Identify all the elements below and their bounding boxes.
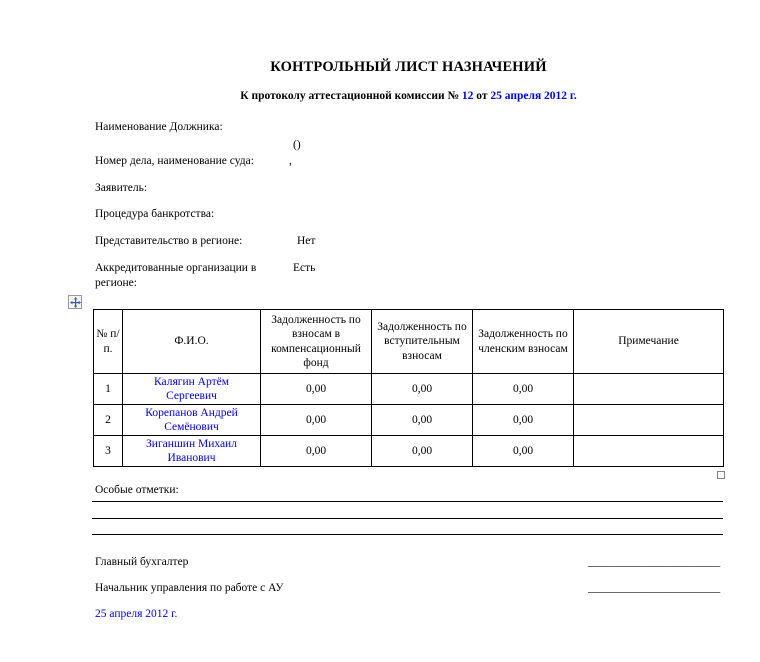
col-header-fio: Ф.И.О. xyxy=(123,310,261,374)
comp-fund-debt-value: 0,00 xyxy=(261,374,372,405)
person-name-link[interactable]: Калягин Артём Сергеевич xyxy=(154,376,229,403)
col-header-note: Примечание xyxy=(574,310,724,374)
subtitle-middle: от xyxy=(473,90,491,102)
field-label-regional-office: Представительство в регионе: xyxy=(95,235,243,247)
appointments-table xyxy=(93,309,724,467)
member-fee-debt-value: 0,00 xyxy=(473,374,574,405)
col-header-member-fee-debt: Задолженность по членским взносам xyxy=(473,310,574,374)
member-fee-debt-value: 0,00 xyxy=(473,436,574,467)
field-label-accredited-orgs: Аккредитованные организации в регионе: xyxy=(95,262,257,289)
ruled-line xyxy=(92,518,723,519)
table-resize-handle[interactable] xyxy=(717,471,725,479)
special-marks-label: Особые отметки: xyxy=(95,484,179,496)
department-head-signature-line: _______________________ xyxy=(588,582,721,594)
field-label-case-number: Номер дела, наименование суда: xyxy=(95,155,254,167)
table-move-handle[interactable] xyxy=(68,295,82,309)
table-row xyxy=(94,436,724,467)
note-cell xyxy=(574,436,724,467)
field-label-applicant: Заявитель: xyxy=(95,182,148,194)
person-name-link[interactable]: Зиганшин Михаил Иванович xyxy=(146,438,237,465)
table-row xyxy=(94,405,724,436)
ruled-line xyxy=(92,501,723,502)
person-name-link[interactable]: Корепанов Андрей Семёнович xyxy=(145,407,238,434)
move-cross-icon xyxy=(70,297,81,308)
comp-fund-debt-value: 0,00 xyxy=(261,436,372,467)
ruled-line xyxy=(92,534,723,535)
field-value-case-number: , xyxy=(289,155,292,167)
note-cell xyxy=(574,374,724,405)
chief-accountant-signature-line: _______________________ xyxy=(588,556,721,568)
protocol-subtitle xyxy=(95,90,722,102)
entry-fee-debt-value: 0,00 xyxy=(372,405,473,436)
entry-fee-debt-value: 0,00 xyxy=(372,374,473,405)
department-head-label: Начальник управления по работе с АУ xyxy=(95,582,284,594)
field-label-debtor-name: Наименование Должника: xyxy=(95,121,223,133)
member-fee-debt-value: 0,00 xyxy=(473,405,574,436)
row-num: 3 xyxy=(94,436,123,467)
field-label-bankruptcy-procedure: Процедура банкротства: xyxy=(95,208,215,220)
note-cell xyxy=(574,405,724,436)
col-header-comp-fund-debt: Задолженность по взносам в компенсационный фонд xyxy=(261,310,372,374)
chief-accountant-label: Главный бухгалтер xyxy=(95,556,189,568)
person-name-cell xyxy=(123,436,261,467)
table-row xyxy=(94,374,724,405)
table-header-row xyxy=(94,310,724,374)
person-name-cell xyxy=(123,405,261,436)
row-num: 2 xyxy=(94,405,123,436)
comp-fund-debt-value: 0,00 xyxy=(261,405,372,436)
protocol-number: 12 xyxy=(461,90,474,102)
person-name-cell xyxy=(123,374,261,405)
field-value-debtor-name: () xyxy=(293,139,301,151)
subtitle-prefix: К протоколу аттестационной комиссии № xyxy=(240,90,462,102)
field-value-accredited-orgs: Есть xyxy=(293,262,316,274)
row-num: 1 xyxy=(94,374,123,405)
page-title: КОНТРОЛЬНЫЙ ЛИСТ НАЗНАЧЕНИЙ xyxy=(270,59,547,75)
field-value-regional-office: Нет xyxy=(297,235,316,247)
document-date: 25 апреля 2012 г. xyxy=(95,608,178,620)
protocol-date: 25 апреля 2012 г. xyxy=(490,90,577,102)
col-header-entry-fee-debt: Задолженность по вступительным взносам xyxy=(372,310,473,374)
entry-fee-debt-value: 0,00 xyxy=(372,436,473,467)
col-header-num: № п/п. xyxy=(94,310,123,374)
